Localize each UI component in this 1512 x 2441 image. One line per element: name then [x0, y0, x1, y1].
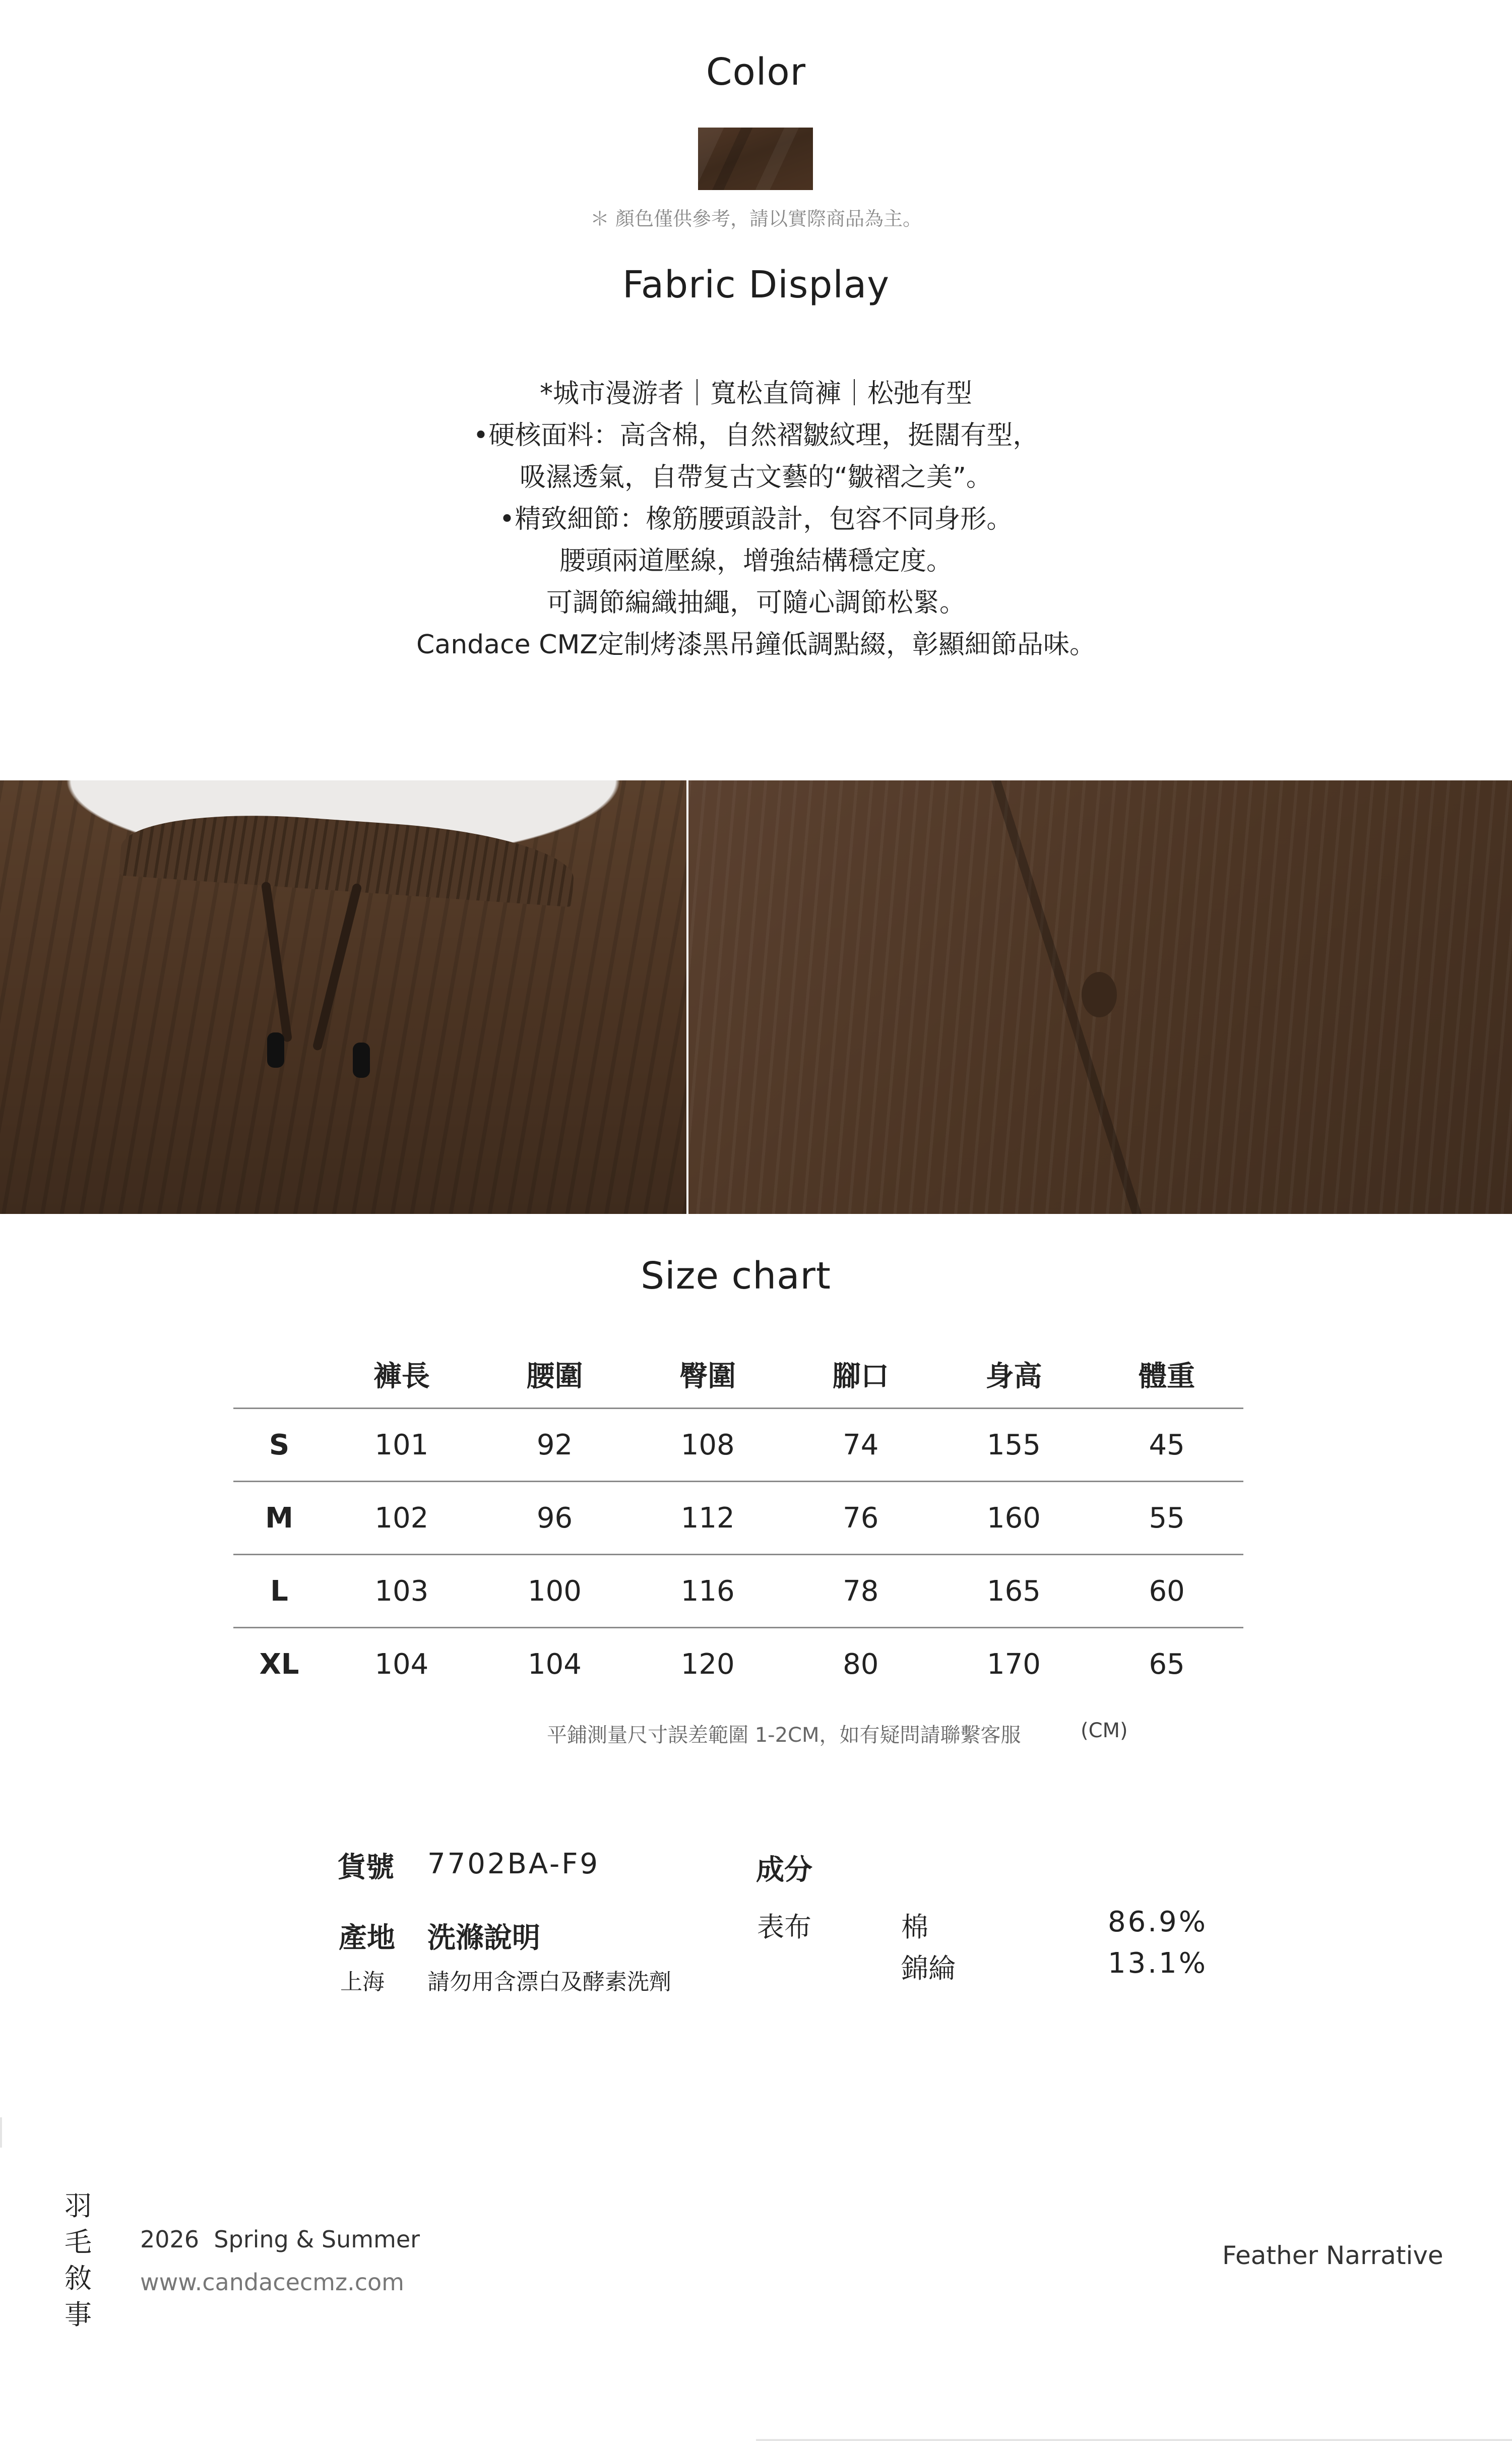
size-label: L	[233, 1555, 325, 1628]
fabric-title: Fabric Display	[622, 263, 890, 307]
table-cell: 80	[784, 1628, 937, 1700]
cord-tip	[353, 1043, 370, 1078]
size-measure-note: 平鋪測量尺寸誤差範圍 1-2CM，如有疑問請聯繫客服	[547, 1724, 1021, 1747]
size-label: XL	[233, 1628, 325, 1700]
size-label: M	[233, 1482, 325, 1555]
col-header: 身高	[985, 1360, 1042, 1393]
table-cell: 76	[784, 1482, 937, 1555]
material-percent: 13.1%	[1108, 1947, 1208, 1980]
table-cell: 65	[1090, 1628, 1243, 1700]
col-header: 腰圍	[526, 1360, 583, 1393]
material-name: 錦綸	[901, 1952, 956, 1984]
brand-char: 毛	[65, 2226, 92, 2258]
table-row	[233, 1628, 1243, 1700]
waistband-detail	[119, 805, 577, 907]
table-cell: 112	[631, 1482, 784, 1555]
edge-mark	[0, 2117, 2, 2148]
material-name: 棉	[901, 1911, 928, 1943]
brand-char: 事	[65, 2299, 92, 2331]
pocket-detail-photo	[688, 780, 1512, 1214]
table-cell: 108	[631, 1409, 784, 1482]
table-cell: 78	[784, 1555, 937, 1628]
fabric-description	[0, 373, 1512, 666]
col-header: 體重	[1139, 1360, 1195, 1393]
drawstring-cord	[261, 881, 292, 1042]
table-row	[233, 1409, 1243, 1482]
col-header: 腳口	[832, 1360, 889, 1393]
website-link[interactable]: www.candacecmz.com	[140, 2269, 404, 2296]
origin-value: 上海	[340, 1969, 385, 1995]
origin-label: 產地	[339, 1922, 395, 1955]
table-cell: 155	[937, 1409, 1091, 1482]
season-label: 2026 Spring & Summer	[140, 2226, 420, 2253]
brand-char: 敘	[65, 2263, 92, 2294]
color-title: Color	[706, 50, 806, 94]
brand-tagline: Feather Narrative	[1222, 2241, 1443, 2270]
desc-line: •硬核面料：高含棉，自然褶皺紋理，挺闊有型，	[473, 420, 1039, 451]
waistband-photo	[0, 780, 686, 1214]
table-cell: 160	[937, 1482, 1091, 1555]
footer-divider	[756, 2439, 1512, 2441]
table-cell: 104	[478, 1628, 632, 1700]
desc-line: 腰頭兩道壓線，增強結構穩定度。	[559, 546, 953, 576]
table-cell: 100	[478, 1555, 632, 1628]
table-row	[233, 1482, 1243, 1555]
size-unit: (CM)	[1081, 1719, 1128, 1742]
table-cell: 45	[1090, 1409, 1243, 1482]
size-table-header	[233, 1341, 1243, 1409]
drawstring-cord	[312, 883, 362, 1051]
color-swatch[interactable]	[698, 128, 813, 190]
col-header: 臀圍	[679, 1360, 736, 1393]
desc-line: 吸濕透氣，自帶复古文藝的“皺褶之美”。	[520, 462, 992, 493]
corner-cell	[233, 1341, 325, 1409]
button-detail	[1082, 972, 1117, 1017]
cord-tip	[267, 1032, 284, 1068]
table-cell: 60	[1090, 1555, 1243, 1628]
table-row	[233, 1555, 1243, 1628]
table-cell: 165	[937, 1555, 1091, 1628]
fabric-label: 表布	[757, 1911, 811, 1943]
composition-label: 成分	[756, 1854, 812, 1886]
table-cell: 96	[478, 1482, 632, 1555]
table-cell: 170	[937, 1628, 1091, 1700]
size-chart-title: Size chart	[641, 1254, 831, 1298]
item-no-value: 7702BA-F9	[427, 1848, 600, 1880]
brand-vertical	[63, 2188, 93, 2333]
table-cell: 92	[478, 1409, 632, 1482]
item-no-label: 貨號	[338, 1851, 394, 1884]
table-cell: 102	[325, 1482, 478, 1555]
table-cell: 103	[325, 1555, 478, 1628]
care-value: 請勿用含漂白及酵素洗劑	[427, 1969, 671, 1995]
care-label: 洗滌說明	[427, 1922, 540, 1955]
brand-char: 羽	[65, 2190, 92, 2222]
desc-line: Candace CMZ定制烤漆黑吊鐘低調點綴，彰顯細節品味。	[416, 630, 1096, 660]
size-table	[233, 1341, 1243, 1700]
table-cell: 104	[325, 1628, 478, 1700]
table-cell: 116	[631, 1555, 784, 1628]
table-cell: 120	[631, 1628, 784, 1700]
size-label: S	[233, 1409, 325, 1482]
desc-line: •精致細節：橡筋腰頭設計，包容不同身形。	[499, 504, 1013, 534]
desc-line: 可調節編織抽繩，可隨心調節松緊。	[546, 588, 966, 618]
table-cell: 55	[1090, 1482, 1243, 1555]
color-note: ＊ 顏色僅供參考，請以實際商品為主。	[590, 208, 922, 230]
table-cell: 101	[325, 1409, 478, 1482]
table-cell: 74	[784, 1409, 937, 1482]
desc-line: *城市漫游者｜寬松直筒褲｜松弛有型	[539, 379, 972, 409]
material-percent: 86.9%	[1108, 1906, 1208, 1938]
col-header: 褲長	[373, 1360, 430, 1393]
